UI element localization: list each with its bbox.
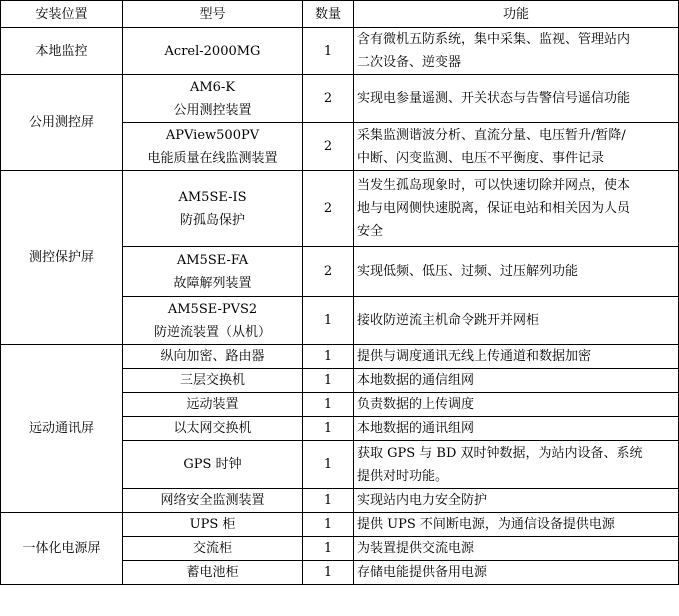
- function-cell: [354, 561, 679, 585]
- quantity-cell: 1: [303, 297, 354, 345]
- model-cell: [123, 345, 303, 369]
- model-text: 以太网交换机: [173, 421, 252, 436]
- model-cell: [123, 171, 303, 247]
- function-cell: [354, 393, 679, 417]
- table-row: [1, 28, 679, 75]
- quantity-cell: 1: [303, 561, 354, 585]
- model-cell: [123, 513, 303, 537]
- function-text: 提供与调度通讯无线上传通道和数据加密: [357, 349, 592, 364]
- model-cell: [123, 417, 303, 441]
- table-row: [1, 345, 679, 369]
- model-cell: [123, 75, 303, 123]
- function-text: 为装置提供交流电源: [357, 541, 475, 556]
- quantity-cell: 1: [303, 369, 354, 393]
- function-text: 当发生孤岛现象时，可以快速切除并网点，使本: [357, 178, 631, 193]
- function-text: 本地数据的通信组网: [357, 373, 475, 388]
- function-text: 二次设备、逆变器: [357, 55, 462, 70]
- quantity-cell: 2: [303, 123, 354, 171]
- model-text: AM5SE-PVS2: [167, 301, 258, 317]
- location-cell: 一体化电源屏: [1, 513, 123, 585]
- model-text: AM6-K: [189, 79, 236, 95]
- function-cell: [354, 537, 679, 561]
- function-text: 本地数据的通讯组网: [357, 421, 475, 436]
- model-text: 蓄电池柜: [186, 565, 239, 580]
- quantity-cell: 1: [303, 537, 354, 561]
- function-text: 实现站内电力安全防护: [357, 493, 488, 508]
- function-text: 采集监测谐波分析、直流分量、电压暂升/暂降/: [357, 127, 626, 143]
- model-text: 交流柜: [192, 541, 232, 556]
- table-row: [1, 513, 679, 537]
- model-text: 公用测控装置: [173, 102, 252, 118]
- header-location: 安装位置: [1, 1, 123, 28]
- model-text: 网络安全监测装置: [160, 493, 265, 508]
- location-cell: 公用测控屏: [1, 75, 123, 171]
- model-text: UPS 柜: [189, 517, 236, 532]
- table-row: [1, 75, 679, 123]
- function-cell: [354, 247, 679, 297]
- header-row: [1, 1, 679, 28]
- model-text: 防孤岛保护: [179, 212, 245, 228]
- model-text: 远动装置: [186, 397, 239, 412]
- function-text: 存储电能提供备用电源: [357, 565, 488, 580]
- function-cell: [354, 297, 679, 345]
- function-text: 负责数据的上传调度: [357, 397, 475, 412]
- quantity-cell: 2: [303, 171, 354, 247]
- model-cell: [123, 489, 303, 513]
- quantity-cell: 1: [303, 489, 354, 513]
- table-row: [1, 171, 679, 247]
- function-text: 接收防逆流主机命令跳开并网柜: [357, 313, 540, 328]
- model-cell: [123, 393, 303, 417]
- function-cell: [354, 345, 679, 369]
- location-cell: 远动通讯屏: [1, 345, 123, 513]
- model-cell: [123, 297, 303, 345]
- quantity-cell: 1: [303, 417, 354, 441]
- model-text: 三层交换机: [179, 373, 245, 388]
- header-quantity: 数量: [303, 1, 354, 28]
- model-cell: [123, 123, 303, 171]
- model-text: APView500PV: [165, 127, 260, 143]
- model-text: 故障解列装置: [173, 275, 252, 291]
- model-text: 电能质量在线监测装置: [147, 150, 278, 166]
- function-text: 提供对时功能。: [357, 468, 449, 484]
- quantity-cell: 1: [303, 513, 354, 537]
- function-cell: [354, 75, 679, 123]
- quantity-cell: 1: [303, 28, 354, 75]
- function-text: 含有微机五防系统，集中采集、监视、管理站内: [357, 32, 631, 47]
- function-text: 中断、闪变监测、电压不平衡度、事件记录: [357, 150, 605, 166]
- model-text: 防逆流装置（从机）: [153, 324, 271, 340]
- model-cell: [123, 441, 303, 489]
- function-cell: [354, 123, 679, 171]
- location-cell: 测控保护屏: [1, 171, 123, 345]
- quantity-cell: 2: [303, 75, 354, 123]
- model-cell: [123, 561, 303, 585]
- function-text: 实现电参量遥测、开关状态与告警信号遥信功能: [357, 91, 631, 106]
- model-cell: [123, 537, 303, 561]
- function-cell: [354, 28, 679, 75]
- function-cell: [354, 513, 679, 537]
- quantity-cell: 1: [303, 441, 354, 489]
- quantity-cell: 1: [303, 345, 354, 369]
- function-cell: [354, 441, 679, 489]
- model-cell: [123, 247, 303, 297]
- header-function: 功能: [354, 1, 679, 28]
- model-text: GPS 时钟: [183, 457, 242, 472]
- header-model: 型号: [123, 1, 303, 28]
- model-text: Acrel-2000MG: [164, 43, 261, 59]
- function-cell: [354, 417, 679, 441]
- function-text: 实现低频、低压、过频、过压解列功能: [357, 264, 579, 279]
- function-cell: [354, 369, 679, 393]
- model-cell: [123, 369, 303, 393]
- function-text: 获取 GPS 与 BD 双时钟数据，为站内设备、系统: [357, 445, 643, 461]
- function-text: 地与电网侧快速脱离，保证电站和相关因为人员: [357, 201, 631, 216]
- model-text: AM5SE-FA: [176, 252, 249, 268]
- quantity-cell: 2: [303, 247, 354, 297]
- location-cell: 本地监控: [1, 28, 123, 75]
- function-text: 安全: [357, 224, 384, 239]
- table-body: [1, 28, 679, 585]
- function-cell: [354, 489, 679, 513]
- model-cell: [123, 28, 303, 75]
- model-text: 纵向加密、路由器: [160, 349, 265, 364]
- function-text: 提供 UPS 不间断电源，为通信设备提供电源: [357, 517, 615, 532]
- quantity-cell: 1: [303, 393, 354, 417]
- model-text: AM5SE-IS: [178, 189, 247, 205]
- function-cell: [354, 171, 679, 247]
